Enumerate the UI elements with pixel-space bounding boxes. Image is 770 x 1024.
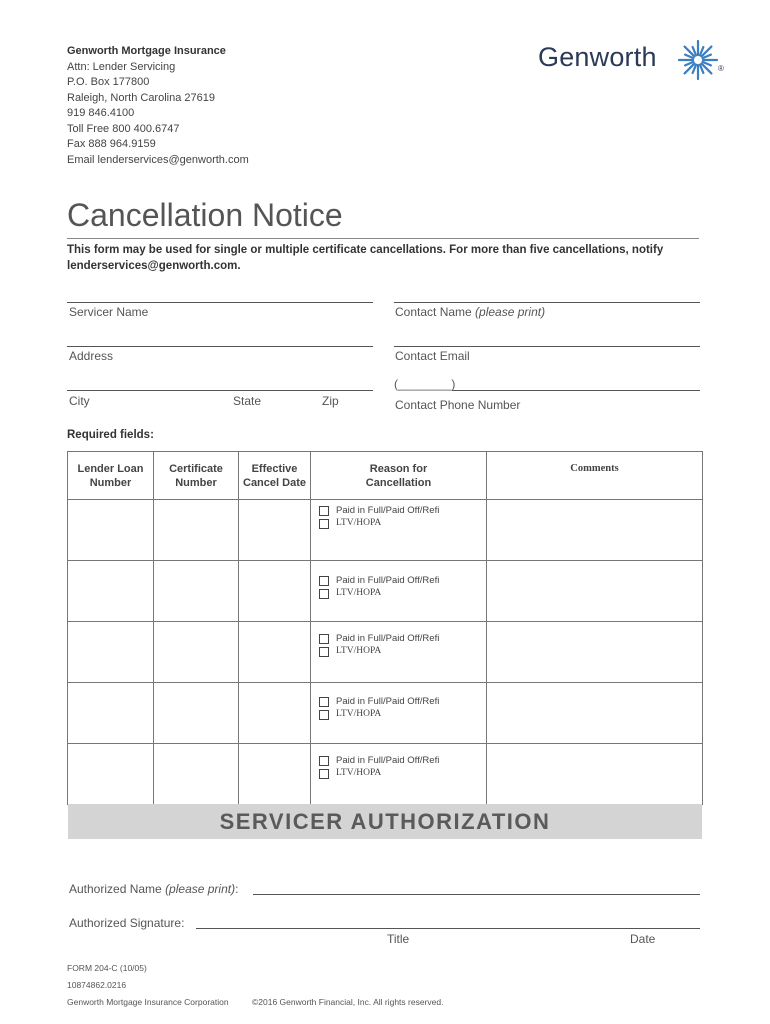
header-text: Reason for: [369, 462, 428, 475]
title-label: Title: [387, 932, 410, 946]
loan-number-cell[interactable]: [68, 622, 154, 683]
loan-number-cell[interactable]: [68, 500, 154, 561]
cancel-date-cell[interactable]: [239, 500, 311, 561]
table-header-row: [68, 452, 703, 500]
contact-phone-label: Contact Phone Number: [395, 398, 521, 412]
certificate-number-cell[interactable]: [154, 500, 239, 561]
title-divider: [67, 238, 699, 239]
loan-number-cell[interactable]: [68, 683, 154, 744]
cancel-date-cell[interactable]: [239, 744, 311, 805]
doc-number: 10874862.0216: [67, 980, 127, 990]
reason-cell: [311, 683, 487, 744]
form-id: FORM 204-C (10/05): [67, 963, 147, 973]
header-text: Certificate: [169, 462, 223, 475]
reason-cell: [311, 561, 487, 622]
authorized-name-hint: (please print): [165, 882, 236, 896]
option-paid-in-full[interactable]: [311, 632, 486, 645]
page-title: Cancellation Notice: [67, 197, 343, 233]
starburst-icon: [676, 38, 720, 82]
option-ltv-hopa[interactable]: [311, 517, 486, 530]
checkbox[interactable]: [319, 519, 329, 529]
authorized-signature-field[interactable]: [196, 928, 700, 929]
checkbox[interactable]: [319, 756, 329, 766]
checkbox[interactable]: [319, 634, 329, 644]
registered-mark: ®: [718, 64, 724, 73]
header-text: Effective: [251, 462, 298, 475]
authorized-name-label: [69, 882, 238, 896]
reason-cell: [311, 500, 487, 561]
cancel-date-cell[interactable]: [239, 683, 311, 744]
address-block: [67, 44, 249, 168]
header-text: Cancellation: [365, 476, 432, 489]
address-label: Address: [69, 349, 114, 363]
option-label: Paid in Full/Paid Off/Refi: [336, 755, 440, 766]
corporation-name: Genworth Mortgage Insurance Corporation: [67, 997, 229, 1007]
checkbox[interactable]: [319, 506, 329, 516]
address-line: Raleigh, North Carolina 27619: [67, 91, 215, 104]
address-line: Toll Free 800 400.6747: [67, 122, 180, 135]
checkbox[interactable]: [319, 697, 329, 707]
reason-cell: [311, 622, 487, 683]
option-label: LTV/HOPA: [336, 518, 382, 528]
state-label: State: [233, 394, 262, 408]
col-header-certificate-number: [154, 452, 239, 500]
cancel-date-cell[interactable]: [239, 622, 311, 683]
contact-name-text: Contact Name: [395, 305, 472, 319]
option-ltv-hopa[interactable]: [311, 767, 486, 780]
table-row: [68, 561, 703, 622]
option-ltv-hopa[interactable]: [311, 645, 486, 658]
contact-email-field[interactable]: [394, 346, 700, 347]
option-paid-in-full[interactable]: [311, 695, 486, 708]
area-code-field[interactable]: (________): [394, 377, 456, 391]
header-text: Number: [89, 476, 132, 489]
comments-cell[interactable]: [487, 561, 703, 622]
zip-label: Zip: [322, 394, 339, 408]
comments-cell[interactable]: [487, 622, 703, 683]
authorization-heading: SERVICER AUTHORIZATION: [219, 809, 551, 834]
option-ltv-hopa[interactable]: [311, 587, 486, 600]
col-header-comments: Comments: [487, 452, 703, 500]
table-row: [68, 500, 703, 561]
authorized-name-field[interactable]: [253, 894, 700, 895]
checkbox[interactable]: [319, 576, 329, 586]
authorized-name-colon: :: [235, 882, 239, 896]
col-header-cancel-date: [239, 452, 311, 500]
loan-number-cell[interactable]: [68, 561, 154, 622]
option-label: Paid in Full/Paid Off/Refi: [336, 505, 440, 516]
required-fields-label: Required fields:: [67, 429, 154, 441]
loan-number-cell[interactable]: [68, 744, 154, 805]
servicer-name-label: Servicer Name: [69, 305, 149, 319]
intro-text: This form may be used for single or multiple certificate cancellations. For more than five cancellations, notify lenderservices@genworth.com.: [67, 244, 664, 272]
checkbox[interactable]: [319, 710, 329, 720]
table-row: [68, 744, 703, 805]
option-ltv-hopa[interactable]: [311, 708, 486, 721]
header-text: Lender Loan: [77, 462, 144, 475]
option-label: Paid in Full/Paid Off/Refi: [336, 575, 440, 586]
comments-cell[interactable]: [487, 683, 703, 744]
city-label: City: [69, 394, 90, 408]
genworth-logo: [538, 38, 728, 82]
contact-email-label: Contact Email: [395, 349, 470, 363]
contact-name-hint: (please print): [475, 305, 546, 319]
option-label: Paid in Full/Paid Off/Refi: [336, 696, 440, 707]
col-header-reason: [311, 452, 487, 500]
phone-number-field[interactable]: [452, 390, 700, 391]
date-label: Date: [630, 932, 656, 946]
table-row: [68, 622, 703, 683]
address-line: Fax 888 964.9159: [67, 138, 156, 150]
certificate-number-cell[interactable]: [154, 622, 239, 683]
certificate-number-cell[interactable]: [154, 683, 239, 744]
cancel-date-cell[interactable]: [239, 561, 311, 622]
authorized-signature-label: Authorized Signature:: [69, 916, 185, 930]
option-paid-in-full[interactable]: [311, 754, 486, 767]
header-text: Cancel Date: [243, 476, 306, 489]
authorized-name-text: Authorized Name: [69, 882, 162, 896]
table-row: [68, 683, 703, 744]
certificate-number-cell[interactable]: [154, 561, 239, 622]
address-line: Attn: Lender Servicing: [67, 60, 176, 73]
address-line: P.O. Box 177800: [67, 76, 150, 88]
option-label: LTV/HOPA: [336, 768, 382, 778]
checkbox[interactable]: [319, 589, 329, 599]
option-label: Paid in Full/Paid Off/Refi: [336, 633, 440, 644]
option-label: LTV/HOPA: [336, 588, 382, 598]
col-header-loan-number: [68, 452, 154, 500]
contact-name-field[interactable]: [394, 302, 700, 303]
certificate-number-cell[interactable]: [154, 744, 239, 805]
checkbox[interactable]: [319, 769, 329, 779]
address-line: 919 846.4100: [67, 107, 135, 119]
servicer-name-field[interactable]: [67, 302, 373, 303]
cancellation-table: [67, 451, 703, 805]
header-text: Number: [175, 476, 217, 489]
city-state-zip-field[interactable]: [67, 390, 373, 391]
option-label: LTV/HOPA: [336, 646, 382, 656]
contact-name-label: [395, 305, 545, 319]
comments-cell[interactable]: [487, 744, 703, 805]
address-line: Email lenderservices@genworth.com: [67, 153, 249, 166]
comments-cell[interactable]: [487, 500, 703, 561]
checkbox[interactable]: [319, 647, 329, 657]
option-label: LTV/HOPA: [336, 709, 382, 719]
authorization-banner: [68, 804, 702, 839]
option-paid-in-full[interactable]: [311, 504, 486, 517]
logo-wordmark: Genworth: [538, 42, 657, 72]
address-field[interactable]: [67, 346, 373, 347]
copyright: ©2016 Genworth Financial, Inc. All rights reserved.: [252, 997, 444, 1007]
reason-cell: [311, 744, 487, 805]
org-name: Genworth Mortgage Insurance: [67, 45, 226, 57]
option-paid-in-full[interactable]: [311, 574, 486, 587]
